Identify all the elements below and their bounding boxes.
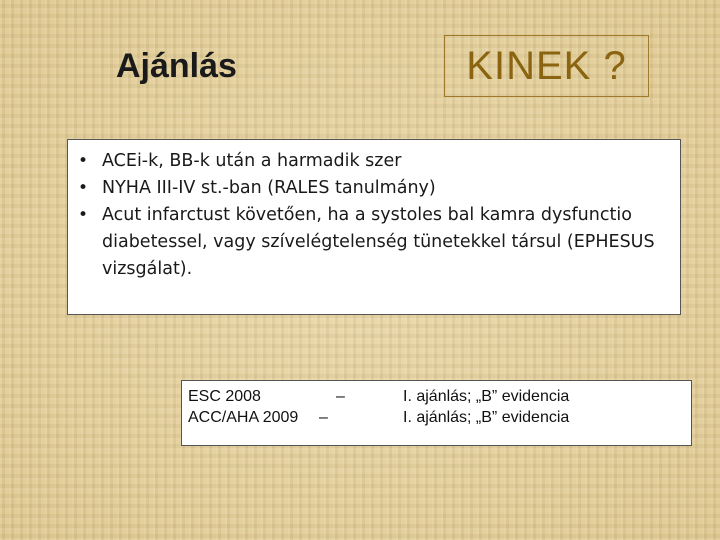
evidence-dash: –: [319, 409, 328, 426]
evidence-recommendation: I. ajánlás; „B” evidencia: [403, 388, 570, 405]
list-item-text: Acut infarctust követően, ha a systoles bal kamra dysfunctio diabetessel, vagy szívelégtelenség tünetekkel társul (EPHESUS vizsgálat).: [102, 205, 655, 279]
slide-title: Ajánlás: [116, 47, 237, 85]
list-item-text: NYHA III-IV st.-ban (RALES tanulmány): [102, 178, 436, 198]
list-item: [74, 202, 670, 283]
bullet-icon: •: [78, 178, 89, 198]
evidence-recommendation: I. ajánlás; „B” evidencia: [403, 409, 570, 426]
bullet-list: [74, 148, 670, 283]
evidence-source: ESC 2008: [188, 388, 261, 405]
bullet-list-box: [67, 139, 681, 315]
list-item-text: ACEi-k, BB-k után a harmadik szer: [102, 151, 402, 171]
list-item: [74, 175, 670, 202]
bullet-icon: •: [78, 205, 89, 225]
list-item: [74, 148, 670, 175]
evidence-box: [181, 380, 692, 446]
question-text: KINEK ?: [466, 43, 627, 88]
evidence-source: ACC/AHA 2009: [188, 409, 299, 426]
question-box: [444, 35, 649, 97]
evidence-dash: –: [336, 388, 345, 405]
bullet-icon: •: [78, 151, 89, 171]
